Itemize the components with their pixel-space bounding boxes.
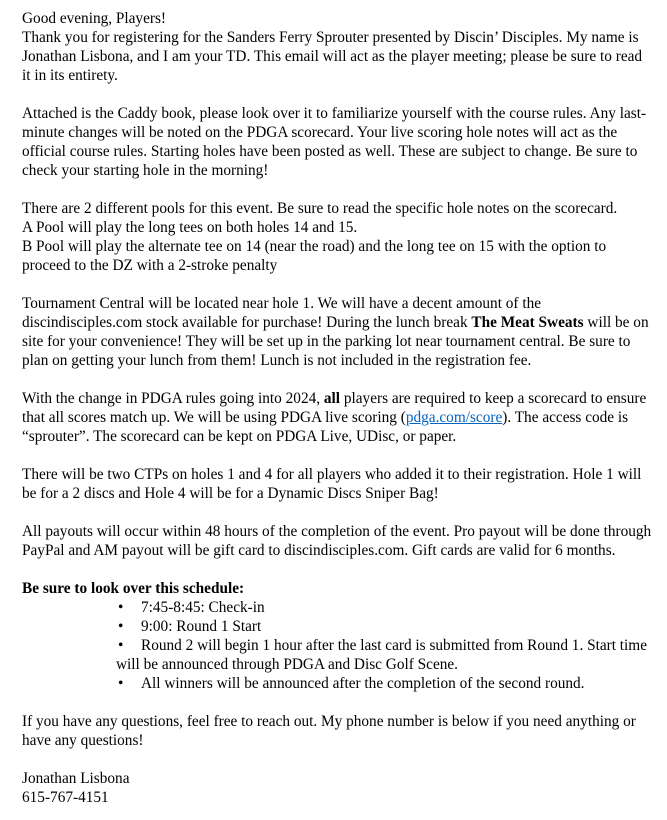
- schedule-item: [116, 636, 652, 674]
- a-pool-note: A Pool will play the long tees on both holes 14 and 15.: [22, 219, 358, 236]
- pdga-score-link[interactable]: pdga.com/score: [405, 409, 503, 426]
- signature-phone: 615-767-4151: [22, 789, 109, 806]
- signature-name: Jonathan Lisbona: [22, 770, 130, 787]
- bullet-icon: •: [118, 618, 124, 635]
- schedule-item-text: All winners will be announced after the completion of the second round.: [141, 675, 585, 692]
- schedule-item-text: 9:00: Round 1 Start: [141, 618, 262, 635]
- caddy-book-paragraph: Attached is the Caddy book, please look over it to familiarize yourself with the course rules. Any last-minute changes will be noted on the PDGA scorecard. Your live scoring hole notes will act as the official course rules. Starting holes have been posted as well. These are subject to change. Be sure to check your starting hole in the morning!: [22, 105, 647, 179]
- bullet-icon: •: [118, 675, 124, 692]
- intro-paragraph: Thank you for registering for the Sanders Ferry Sprouter presented by Discin’ Disciples. My name is Jonathan Lisbona, and I am your TD. This email will act as the player meeting; please be sure to read it in its entirety.: [22, 29, 643, 84]
- schedule-list: [22, 598, 652, 693]
- pools-paragraph: [22, 199, 652, 275]
- b-pool-note: B Pool will play the alternate tee on 14 (near the road) and the long tee on 15 with the option to proceed to the DZ with a 2-stroke penalty: [22, 238, 607, 274]
- payouts-paragraph: All payouts will occur within 48 hours of the completion of the event. Pro payout will be done through PayPal and AM payout will be gift card to discindisciples.com. Gift cards are valid for 6 months.: [22, 523, 652, 559]
- tournament-central-text-1: Tournament Central will be located near hole 1. We will have a decent amount of the discindisciples.com stock available for purchase! During the lunch break: [22, 295, 542, 331]
- schedule-item: [116, 617, 652, 636]
- scoring-text-3: ). The access code is “sprouter”. The scorecard can be kept on PDGA Live, UDisc, or paper.: [22, 409, 629, 445]
- tournament-central-text-2: will be on site for your convenience! They will be set up in the parking lot near tournament central. Be sure to plan on getting your lunch from them! Lunch is not included in the registration fee.: [22, 314, 649, 369]
- food-vendor-name: The Meat Sweats: [471, 314, 584, 331]
- email-body: [22, 9, 652, 807]
- schedule-item: [116, 598, 652, 617]
- ctp-paragraph: There will be two CTPs on holes 1 and 4 for all players who added it to their registration. Hole 1 will be for a 2 discs and Hole 4 will be for a Dynamic Discs Sniper Bag!: [22, 466, 642, 502]
- schedule-heading-text: Be sure to look over this schedule:: [22, 580, 245, 597]
- scoring-emphasis: all: [323, 390, 341, 407]
- bullet-icon: •: [118, 599, 124, 616]
- schedule-item-text: 7:45-8:45: Check-in: [141, 599, 265, 616]
- closing-paragraph: If you have any questions, feel free to reach out. My phone number is below if you need anything or have any questions!: [22, 713, 636, 749]
- schedule-heading: [22, 579, 652, 598]
- scoring-text-1: With the change in PDGA rules going into 2024,: [22, 390, 324, 407]
- scoring-paragraph: [22, 389, 652, 446]
- scoring-text-2: players are required to keep a scorecard to ensure that all scores match up. We will be using PDGA live scoring (: [22, 390, 647, 426]
- bullet-icon: •: [118, 637, 124, 654]
- tournament-central-paragraph: [22, 294, 652, 370]
- pools-intro: There are 2 different pools for this event. Be sure to read the specific hole notes on the scorecard.: [22, 200, 618, 217]
- greeting-and-intro: [22, 9, 652, 85]
- schedule-item: [116, 674, 652, 693]
- greeting: Good evening, Players!: [22, 10, 167, 27]
- schedule-item-text: Round 2 will begin 1 hour after the last card is submitted from Round 1. Start time will be announced through PDGA and Disc Golf Scene.: [116, 637, 647, 673]
- signature: [22, 769, 652, 807]
